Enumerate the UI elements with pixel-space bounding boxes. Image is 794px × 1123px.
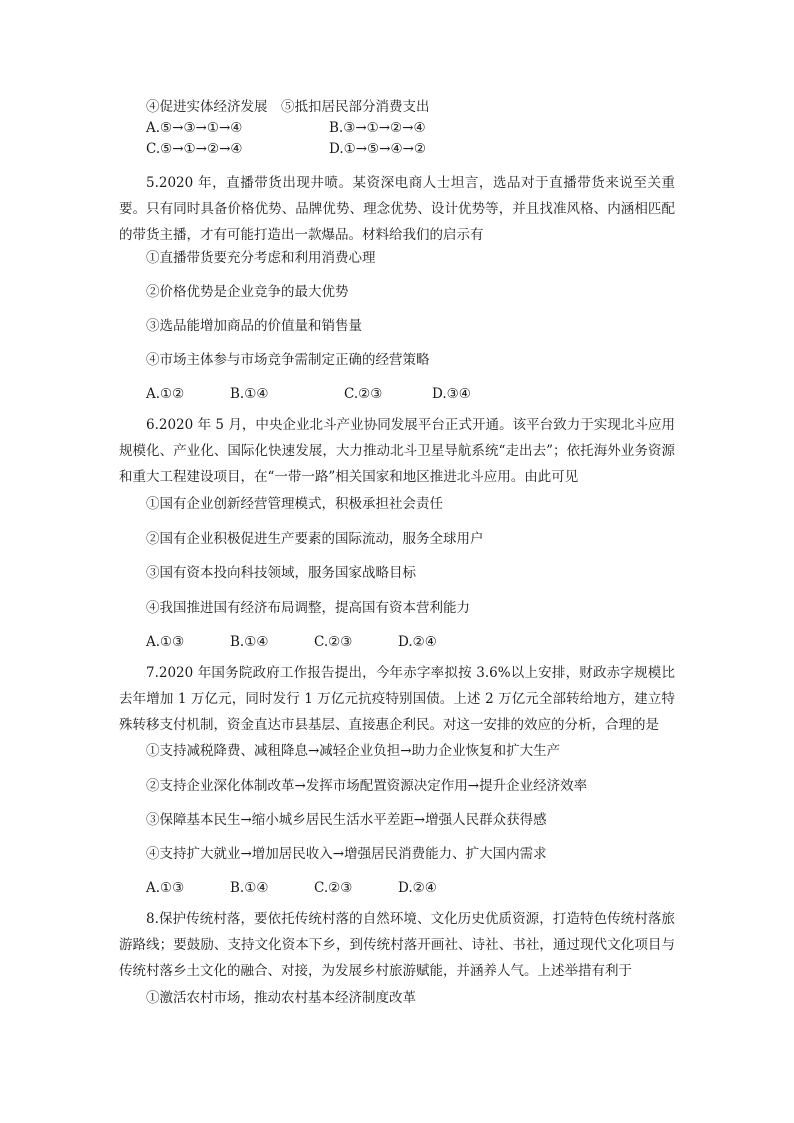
q7-stem (119, 660, 675, 738)
q5-option-b: B.①④ (230, 386, 269, 402)
q7-options (146, 879, 437, 897)
q6-item-2: ②国有企业积极促进生产要素的国际流动，服务全球用户 (146, 531, 484, 547)
q6-option-d: D.②④ (398, 634, 437, 650)
q4-option-d: D.①→⑤→④→② (329, 141, 426, 157)
q7-item-4: ④支持扩大就业→增加居民收入→增强居民消费能力、扩大国内需求 (146, 846, 547, 862)
q6-item-4: ④我国推进国有经济布局调整，提高国有资本营利能力 (146, 600, 470, 616)
q5-stem-text: 5.2020 年，直播带货出现井喷。某资深电商人士坦言，选品对于直播带货来说至关重要。只有同时具备价格优势、品牌优势、理念优势、设计优势等，并且找准风格、内涵相匹配的带货主播，才有可能打造出一款爆品。材料给我们的启示有 (119, 175, 675, 243)
q5-option-c: C.②③ (344, 386, 383, 402)
q6-item-1: ①国有企业创新经营管理模式，积极承担社会责任 (146, 496, 443, 512)
q7-option-b: B.①④ (230, 880, 269, 896)
q4-option-c: C.⑤→①→②→④ (146, 141, 243, 157)
q6-option-b: B.①④ (230, 634, 269, 650)
q5-option-a: A.①② (146, 386, 185, 402)
q6-option-a: A.①③ (146, 634, 185, 650)
q5-item-3: ③选品能增加商品的价值量和销售量 (146, 318, 362, 334)
q5-stem (119, 170, 675, 248)
q7-item-2: ②支持企业深化体制改革→发挥市场配置资源决定作用→提升企业经济效率 (146, 778, 588, 794)
q8-item-1: ①激活农村市场，推动农村基本经济制度改革 (146, 990, 416, 1006)
q4-option-a: A.⑤→③→①→④ (146, 120, 243, 136)
q4-items-tail: ④促进实体经济发展 ⑤抵扣居民部分消费支出 (146, 99, 430, 115)
q4-option-b: B.③→①→②→④ (329, 120, 426, 136)
q5-item-2: ②价格优势是企业竞争的最大优势 (146, 284, 349, 300)
q8-stem-text: 8.保护传统村落，要依托传统村落的自然环境、文化历史优质资源，打造特色传统村落旅游路线；要鼓励、支持文化资本下乡，到传统村落开画社、诗社、书社，通过现代文化项目与传统村落乡土文化的融合、对接，为发展乡村旅游赋能，并涵养人气。上述举措有利于 (119, 911, 675, 979)
q6-stem (119, 412, 675, 490)
q7-item-3: ③保障基本民生→缩小城乡居民生活水平差距→增强人民群众获得感 (146, 812, 547, 828)
q5-item-4: ④市场主体参与市场竞争需制定正确的经营策略 (146, 352, 430, 368)
q5-item-1: ①直播带货要充分考虑和利用消费心理 (146, 250, 376, 266)
q5-options (146, 385, 471, 403)
q7-stem-text: 7.2020 年国务院政府工作报告提出，今年赤字率拟按 3.6%以上安排，财政赤字规模比去年增加 1 万亿元，同时发行 1 万亿元抗疫特别国债。上述 2 万亿元全部转给地方，建立特殊转移支付机制，资金直达市县基层、直接惠企利民。对这一安排的效应的分析，合理的是 (119, 665, 675, 733)
q8-stem (119, 906, 675, 984)
q5-option-d: D.③④ (432, 386, 471, 402)
q6-option-c: C.②③ (314, 634, 353, 650)
q6-stem-text: 6.2020 年 5 月，中央企业北斗产业协同发展平台正式开通。该平台致力于实现北斗应用规模化、产业化、国际化快速发展，大力推动北斗卫星导航系统“走出去”；依托海外业务资源和重大工程建设项目，在“一带一路”相关国家和地区推进北斗应用。由此可见 (119, 417, 675, 485)
q7-item-1: ①支持减税降费、减租降息→减轻企业负担→助力企业恢复和扩大生产 (146, 743, 561, 759)
q6-item-3: ③国有资本投向科技领域，服务国家战略目标 (146, 565, 416, 581)
q6-options (146, 633, 437, 651)
q7-option-d: D.②④ (398, 880, 437, 896)
q7-option-c: C.②③ (314, 880, 353, 896)
q7-option-a: A.①③ (146, 880, 185, 896)
